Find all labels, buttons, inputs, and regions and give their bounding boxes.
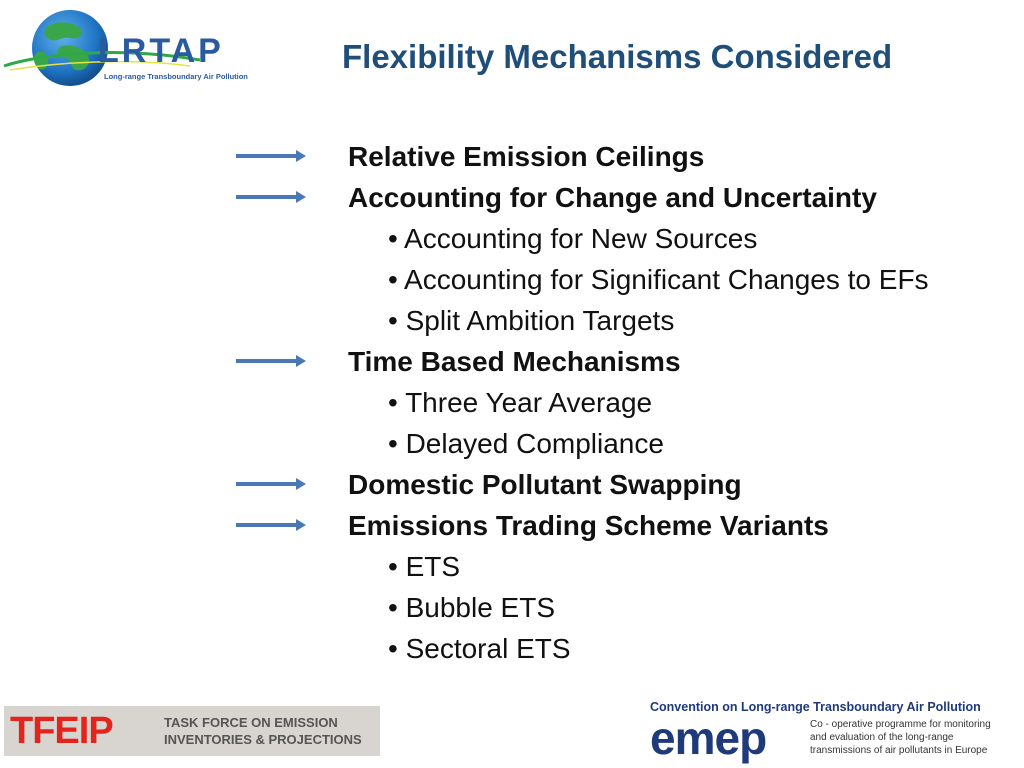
tfeip-caption-line-1: TASK FORCE ON EMISSION (164, 715, 338, 730)
tfeip-caption-line-2: INVENTORIES & PROJECTIONS (164, 732, 362, 747)
right-arrow-icon (236, 150, 306, 162)
emep-convention-text: Convention on Long-range Transboundary Air Pollution (650, 700, 981, 714)
right-arrow-icon (236, 519, 306, 531)
right-arrow-icon (236, 355, 306, 367)
mechanism-bullet: • Bubble ETS (388, 592, 556, 623)
emep-description-line-2: and evaluation of the long-range (810, 732, 954, 743)
slide-title: Flexibility Mechanisms Considered (342, 38, 893, 75)
lrtap-wordmark: LRTAP (98, 32, 224, 70)
mechanism-bullet: • Three Year Average (388, 387, 653, 418)
mechanism-bullet: • Accounting for Significant Changes to EFs (388, 264, 929, 295)
right-arrow-icon (236, 191, 306, 203)
lrtap-logo (0, 6, 260, 90)
emep-description-line-3: transmissions of air pollutants in Europe (810, 745, 988, 756)
tfeip-logo (4, 706, 380, 756)
emep-logo (650, 698, 1020, 764)
mechanism-heading: Accounting for Change and Uncertainty (348, 182, 877, 213)
mechanism-bullet: • Sectoral ETS (388, 633, 571, 664)
mechanism-bullet: • ETS (388, 551, 461, 582)
lrtap-tagline: Long-range Transboundary Air Pollution (104, 72, 248, 81)
mechanism-bullet: • Split Ambition Targets (388, 305, 675, 336)
mechanism-heading: Domestic Pollutant Swapping (348, 469, 742, 500)
right-arrow-icon (236, 478, 306, 490)
emep-wordmark: emep (650, 712, 767, 764)
emep-description (810, 718, 991, 757)
emep-description-line-1: Co - operative programme for monitoring (810, 719, 991, 730)
mechanism-heading: Time Based Mechanisms (348, 346, 681, 377)
mechanism-heading: Emissions Trading Scheme Variants (348, 510, 829, 541)
tfeip-caption (164, 714, 362, 748)
mechanism-bullet: • Delayed Compliance (388, 428, 664, 459)
mechanism-bullet: • Accounting for New Sources (388, 223, 758, 254)
mechanism-heading: Relative Emission Ceilings (348, 141, 705, 172)
tfeip-wordmark: TFEIP (10, 710, 113, 752)
